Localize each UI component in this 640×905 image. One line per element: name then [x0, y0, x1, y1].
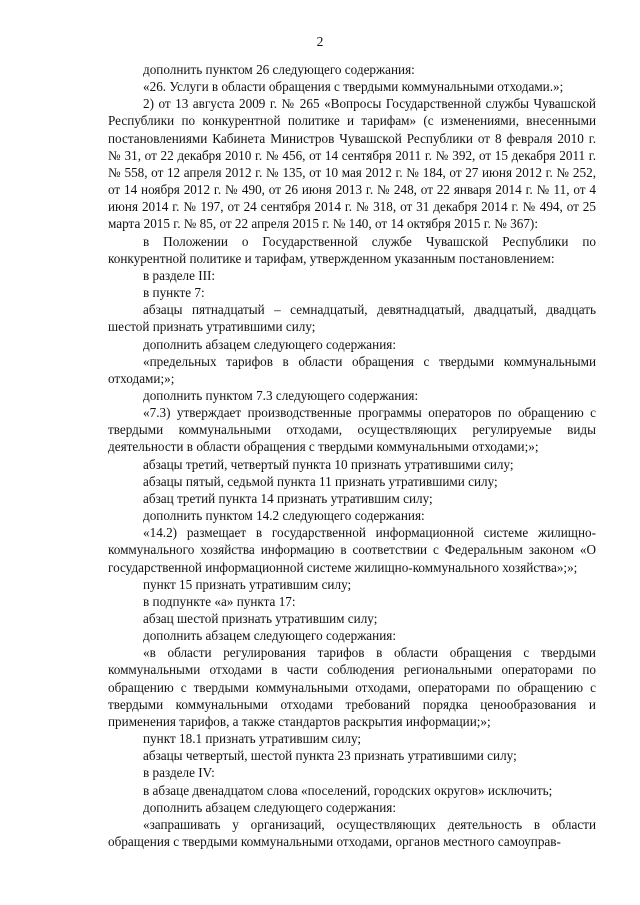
paragraph: дополнить абзацем следующего содержания:	[143, 336, 397, 352]
paragraph: в Положении о Государственной службе Чувашской Республики по конкурентной политике и тарифам, утвержденном указанным постановлением:	[108, 233, 596, 266]
paragraph: абзацы пятнадцатый – семнадцатый, девятнадцатый, двадцатый, двадцать шестой признать утратившими силу;	[108, 302, 596, 335]
paragraph: в разделе III:	[143, 267, 216, 283]
paragraph: абзац третий пункта 14 признать утратившим силу;	[143, 490, 433, 506]
paragraph: «26. Услуги в области обращения с твердыми коммунальными отходами.»;	[143, 79, 564, 95]
paragraph: в абзаце двенадцатом слова «поселений, городских округов» исключить;	[143, 782, 553, 798]
paragraph: дополнить абзацем следующего содержания:	[143, 799, 397, 815]
paragraph: в пункте 7:	[143, 285, 205, 301]
document-body	[108, 61, 596, 850]
paragraph: пункт 15 признать утратившим силу;	[143, 576, 352, 592]
paragraph: дополнить пунктом 26 следующего содержания:	[143, 62, 415, 77]
paragraph: дополнить абзацем следующего содержания:	[143, 628, 397, 644]
paragraph: «в области регулирования тарифов в области обращения с твердыми коммунальными отходами в части соблюдения региональными операторами по обращению с твердыми коммунальными отходами, операторами по обращению с твердыми коммунальными отходами требований порядка ценообразования и применения тарифов, а также стандартов раскрытия информации;»;	[108, 645, 596, 729]
paragraph: «предельных тарифов в области обращения с твердыми коммунальными отходами;»;	[108, 353, 596, 386]
paragraph: абзац шестой признать утратившим силу;	[143, 611, 378, 626]
paragraph: пункт 18.1 признать утратившим силу;	[143, 731, 362, 747]
paragraph: абзацы четвертый, шестой пункта 23 признать утратившими силу;	[143, 748, 517, 764]
paragraph: 2) от 13 августа 2009 г. № 265 «Вопросы Государственной службы Чувашской Республики по конкурентной политике и тарифам» (с изменениями, внесенными постановлениями Кабинета Министров Чувашской Республики от 8 февраля 2010 г. № 31, от 22 декабря 2010 г. № 456, от 14 сентября 2011 г. № 392, от 15 декабря 2011 г. № 558, от 12 апреля 2012 г. № 135, от 10 мая 2012 г. № 184, от 27 июня 2012 г. № 252, от 14 ноября 2012 г. № 490, от 26 июня 2013 г. № 248, от 22 января 2014 г. № 11, от 4 июня 2014 г. № 197, от 24 сентября 2014 г. № 318, от 31 декабря 2014 г. № 494, от 25 марта 2015 г. № 85, от 22 апреля 2015 г. № 140, от 14 октября 2015 г. № 367):	[108, 96, 596, 232]
paragraph: «запрашивать у организаций, осуществляющих деятельность в области обращения с твердыми коммунальными отходами, органов местного самоуправ-	[108, 816, 596, 850]
paragraph: «14.2) размещает в государственной информационной системе жилищно-коммунального хозяйства информацию в соответствии с Федеральным законом «О государственной информационной системе жилищно-коммунального хозяйства»;»;	[108, 525, 596, 575]
paragraph: абзацы пятый, седьмой пункта 11 признать утратившими силу;	[143, 473, 498, 489]
paragraph: в подпункте «а» пункта 17:	[143, 593, 296, 609]
page-number: 2	[316, 34, 324, 49]
paragraph: «7.3) утверждает производственные программы операторов по обращению с твердыми коммунальными отходами, осуществляющих регулируемые виды деятельности в области обращения с твердыми коммунальными отходами;»;	[108, 405, 596, 455]
paragraph: дополнить пунктом 14.2 следующего содержания:	[143, 508, 425, 524]
paragraph: абзацы третий, четвертый пункта 10 признать утратившими силу;	[143, 456, 514, 472]
paragraph: в разделе IV:	[143, 765, 215, 781]
paragraph: дополнить пунктом 7.3 следующего содержания:	[143, 387, 419, 403]
